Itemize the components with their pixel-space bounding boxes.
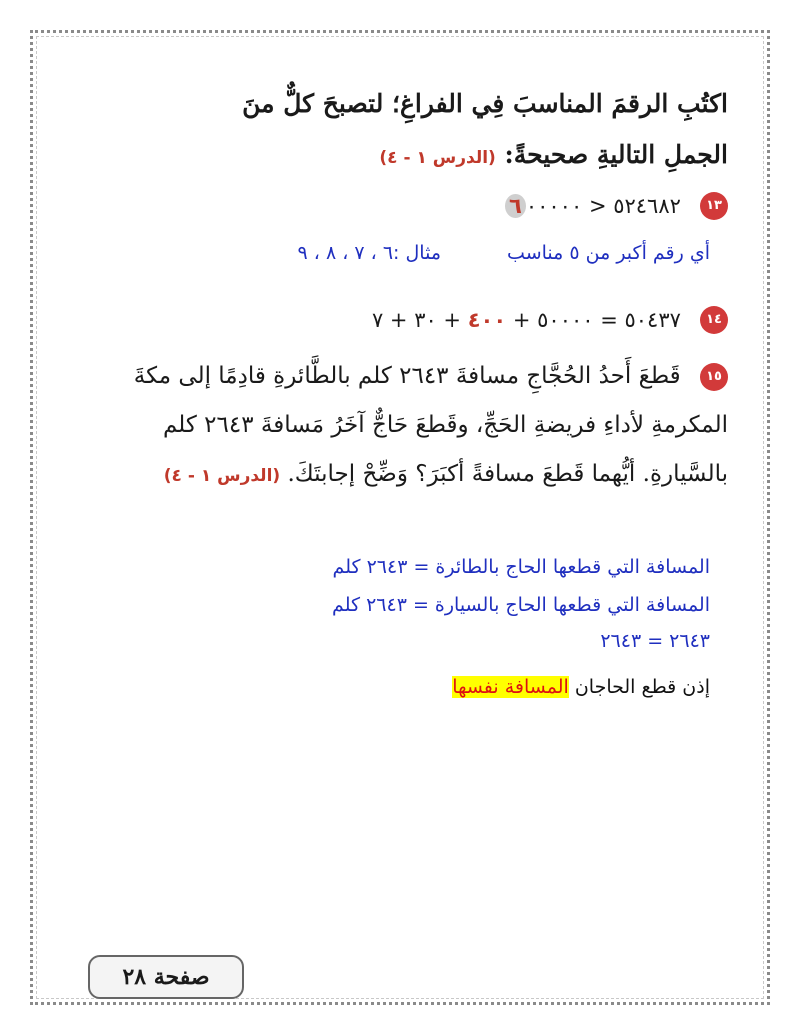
solution-line-3: ٢٦٤٣ = ٢٦٤٣ (600, 630, 710, 652)
solution-line-1: المسافة التي قطعها الحاج بالطائرة = ٢٦٤٣ كلم (332, 556, 710, 578)
lesson-reference: (الدرس ١ - ٤) (379, 148, 496, 168)
q15-text: قَطعَ أَحدُ الحُجَّاجِ مسافةَ ٢٦٤٣ كلم بالطَّائرةِ قادِمًا إلى مكةَ المكرمةِ لأداءِ فريضةِ الحَجِّ، وقَطعَ حَاجٌّ آخَرُ مَسافةَ ٢٦٤٣ كلم بالسَّيارةِ. أيُّهما قَطعَ مسافةً أكبَرَ؟ وَضِّحْ إجابتَكَ. (133, 363, 728, 487)
q13-expression (505, 194, 681, 218)
exercise-instructions (68, 78, 728, 184)
question-14 (372, 306, 728, 334)
question-15 (88, 352, 728, 501)
question-number-15: ١٥ (700, 363, 728, 391)
page-number-badge: صفحة ٢٨ (88, 955, 244, 999)
q13-expr-left: ٥٢٤٦٨٢ < (588, 194, 681, 218)
q13-answer-text: أي رقم أكبر من ٥ مناسب (507, 242, 710, 264)
q14-answer: ٤٠٠ (467, 308, 507, 332)
q13-example: مثال :٦ ، ٧ ، ٨ ، ٩ (297, 242, 441, 264)
q13-expr-digits: ٠٠٠٠٠ (525, 194, 583, 218)
conclusion-highlight: المسافة نفسها (452, 676, 569, 698)
instructions-line-2 (68, 129, 728, 184)
q14-expression (372, 308, 681, 332)
instructions-line-2-text: الجملِ التاليةِ صحيحةً: (504, 140, 728, 169)
q13-answer-digit: ٦ (505, 194, 526, 218)
q14-expr-start: ٥٠٤٣٧ = ٥٠٠٠٠ + (512, 308, 681, 332)
conclusion-prefix: إذن قطع الحاجان (574, 676, 710, 698)
question-number-13: ١٣ (700, 192, 728, 220)
question-13 (505, 192, 728, 220)
q15-lesson-reference: (الدرس ١ - ٤) (163, 466, 281, 486)
solution-line-2: المسافة التي قطعها الحاج بالسيارة = ٢٦٤٣ كلم (332, 594, 710, 616)
q13-answer (298, 242, 710, 264)
solution-conclusion (70, 676, 710, 698)
question-number-14: ١٤ (700, 306, 728, 334)
instructions-line-1: اكتُبِ الرقمَ المناسبَ فِي الفراغِ؛ لتصبحَ كلٌّ منَ (242, 89, 728, 118)
q14-expr-end: + ٣٠ + ٧ (371, 308, 462, 332)
